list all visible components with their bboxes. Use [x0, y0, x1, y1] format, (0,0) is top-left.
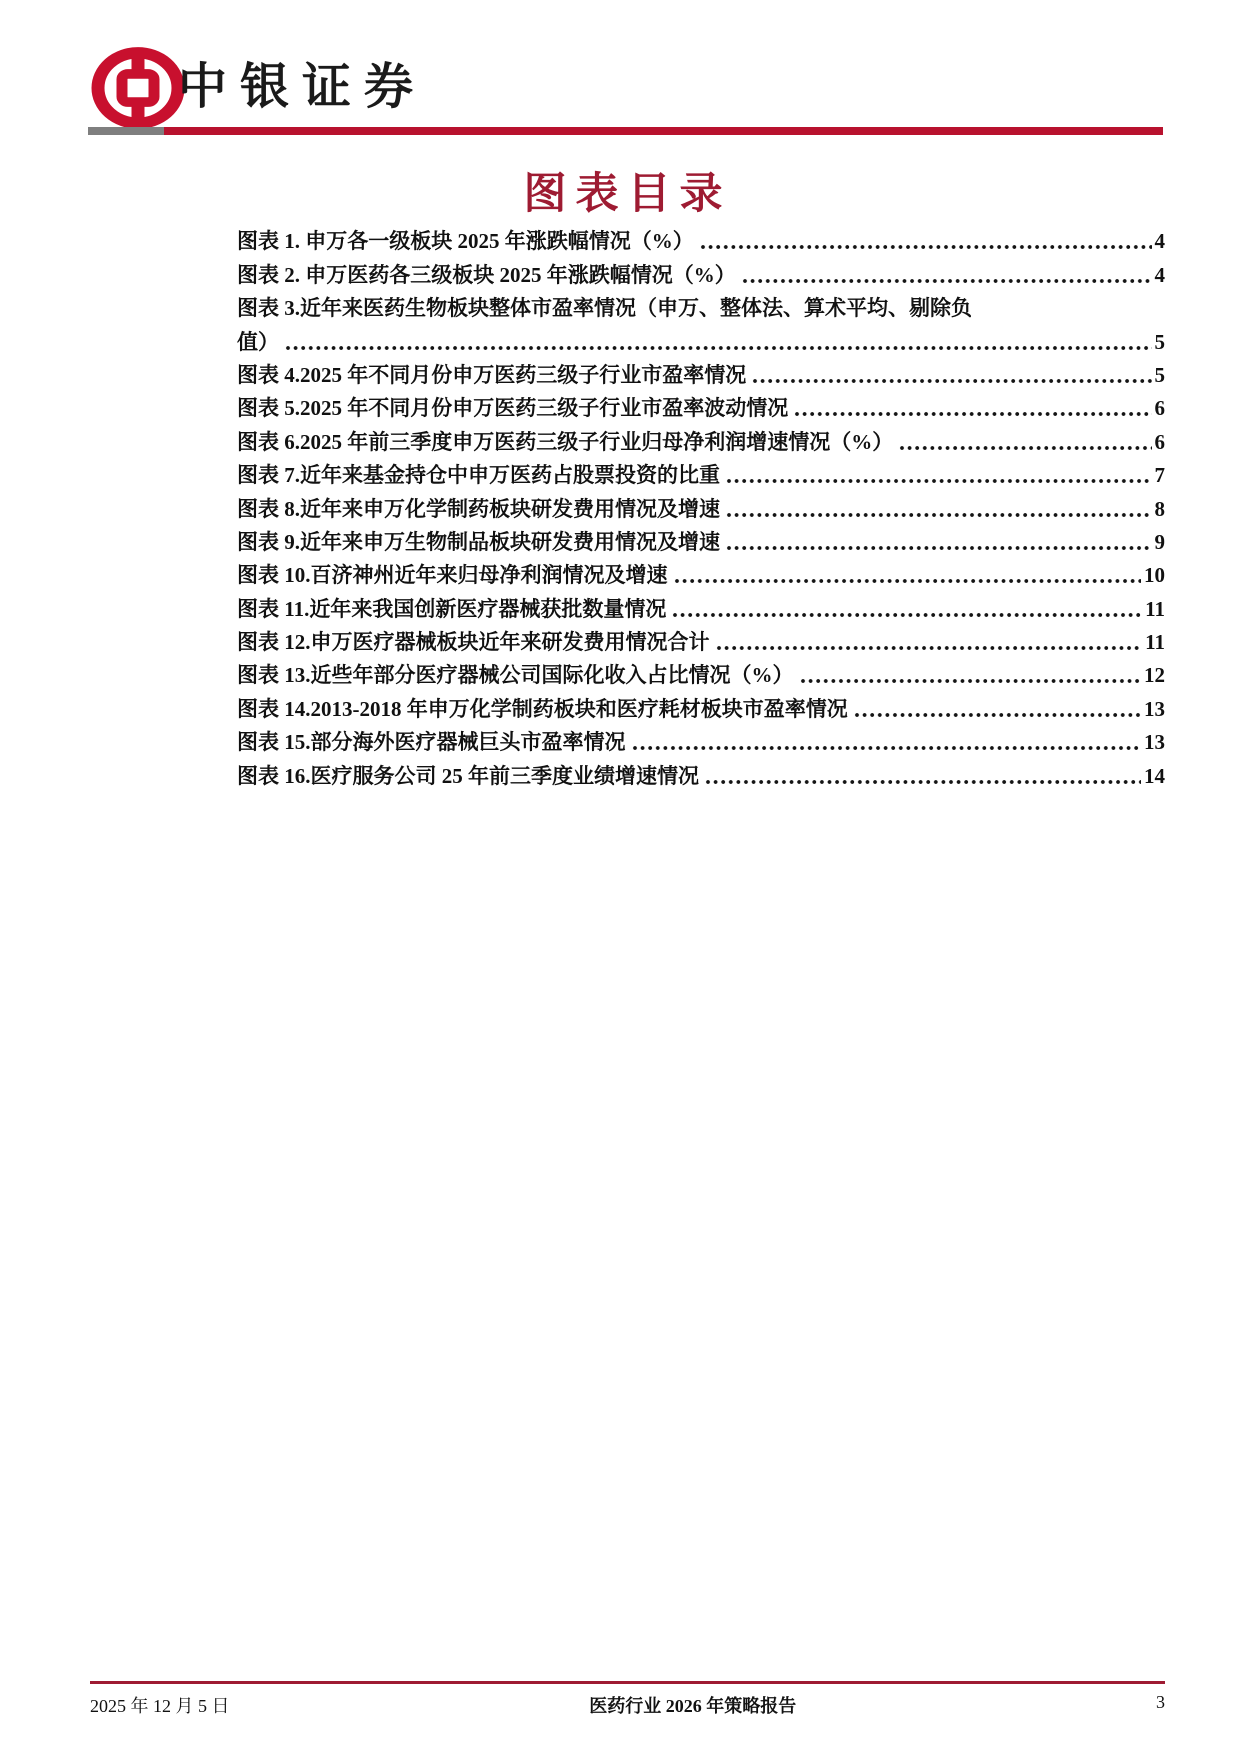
- toc-entry[interactable]: [237, 558, 1165, 591]
- toc-entry[interactable]: [237, 291, 1165, 324]
- toc-entry[interactable]: [237, 224, 1165, 257]
- toc-entry[interactable]: [237, 257, 1165, 290]
- toc-entry-page: 12: [1144, 663, 1165, 688]
- toc-entry-page: 5: [1154, 329, 1165, 354]
- dot-leader: [726, 544, 1152, 552]
- dot-leader: [285, 344, 1152, 352]
- dot-leader: [726, 511, 1152, 519]
- dot-leader: [632, 744, 1142, 752]
- toc-entry[interactable]: [237, 658, 1165, 691]
- toc-entry-page: 10: [1144, 563, 1165, 588]
- toc-entry-label: 图表 5.2025 年不同月份申万医药三级子行业市盈率波动情况: [237, 396, 789, 421]
- toc-entry-page: 8: [1154, 496, 1165, 521]
- toc-entry-page: 14: [1144, 763, 1165, 788]
- toc-entry[interactable]: [237, 391, 1165, 424]
- toc-entry-page: 4: [1154, 229, 1165, 254]
- toc-entry[interactable]: [237, 491, 1165, 524]
- toc-entry-page: 9: [1154, 529, 1165, 554]
- toc-entry[interactable]: [237, 358, 1165, 391]
- footer-divider: [90, 1681, 1165, 1684]
- toc-entry[interactable]: [237, 758, 1165, 791]
- footer-page-number: 3: [1156, 1692, 1165, 1712]
- toc-entry[interactable]: [237, 458, 1165, 491]
- dot-leader: [978, 310, 1162, 318]
- header-divider: [88, 127, 1163, 135]
- dot-leader: [742, 277, 1152, 285]
- dot-leader: [794, 410, 1151, 418]
- toc-entry-label: 图表 12.申万医疗器械板块近年来研发费用情况合计: [237, 630, 710, 655]
- toc-entry[interactable]: [237, 725, 1165, 758]
- toc-entry-label: 图表 15.部分海外医疗器械巨头市盈率情况: [237, 730, 626, 755]
- toc-entry-label: 图表 7.近年来基金持仓中申万医药占股票投资的比重: [237, 463, 720, 488]
- dot-leader: [800, 677, 1142, 685]
- dot-leader: [700, 243, 1152, 251]
- toc-entry-page: 11: [1145, 630, 1165, 655]
- toc-entry[interactable]: [237, 591, 1165, 624]
- toc-entry-page: 6: [1154, 396, 1165, 421]
- toc-entry-page: 11: [1145, 596, 1165, 621]
- toc-entry[interactable]: [237, 424, 1165, 457]
- toc-entry-label: 图表 11.近年来我国创新医疗器械获批数量情况: [237, 596, 667, 621]
- toc-entry-label: 图表 6.2025 年前三季度申万医药三级子行业归母净利润增速情况（%）: [237, 429, 894, 454]
- page-title: 图表目录: [523, 171, 732, 218]
- toc-entry-label: 图表 9.近年来申万生物制品板块研发费用情况及增速: [237, 529, 720, 554]
- toc-entry-page: 7: [1154, 463, 1165, 488]
- toc-entry-label: 图表 16.医疗服务公司 25 年前三季度业绩增速情况: [237, 763, 699, 788]
- toc-entry-label: 图表 1. 申万各一级板块 2025 年涨跌幅情况（%）: [237, 229, 694, 254]
- toc-entry[interactable]: [237, 324, 1165, 357]
- toc-entry-label: 图表 13.近些年部分医疗器械公司国际化收入占比情况（%）: [237, 663, 794, 688]
- toc-entry-label: 图表 3.近年来医药生物板块整体市盈率情况（申万、整体法、算术平均、剔除负: [237, 296, 972, 321]
- toc-entry-label: 值）: [237, 329, 279, 354]
- toc-entry-page: 4: [1154, 262, 1165, 287]
- bank-of-china-logo-icon: [88, 44, 188, 132]
- toc-entry-page: 6: [1154, 429, 1165, 454]
- toc-entry-label: 图表 2. 申万医药各三级板块 2025 年涨跌幅情况（%）: [237, 262, 736, 287]
- dot-leader: [854, 711, 1141, 719]
- toc-entry-page: 13: [1144, 696, 1165, 721]
- footer-report-title: 医药行业 2026 年策略报告: [589, 1696, 797, 1716]
- toc-entry-label: 图表 14.2013-2018 年申万化学制药板块和医疗耗材板块市盈率情况: [237, 696, 848, 721]
- footer-date: 2025 年 12 月 5 日: [90, 1696, 230, 1716]
- dot-leader: [752, 377, 1151, 385]
- figure-toc: [237, 224, 1165, 792]
- toc-entry[interactable]: [237, 525, 1165, 558]
- toc-entry[interactable]: [237, 691, 1165, 724]
- toc-entry-label: 图表 8.近年来申万化学制药板块研发费用情况及增速: [237, 496, 720, 521]
- toc-entry-page: 5: [1154, 362, 1165, 387]
- dot-leader: [672, 611, 1142, 619]
- header-divider-gray-segment: [88, 127, 164, 135]
- dot-leader: [899, 444, 1151, 452]
- dot-leader: [716, 644, 1143, 652]
- toc-entry-label: 图表 10.百济神州近年来归母净利润情况及增速: [237, 563, 668, 588]
- brand-name: 中银证券: [178, 59, 427, 114]
- dot-leader: [705, 778, 1141, 786]
- header-divider-red-segment: [164, 127, 1163, 135]
- toc-entry-page: 13: [1144, 730, 1165, 755]
- toc-entry[interactable]: [237, 625, 1165, 658]
- dot-leader: [726, 477, 1152, 485]
- page-footer: [90, 1692, 1165, 1718]
- dot-leader: [674, 577, 1142, 585]
- toc-entry-label: 图表 4.2025 年不同月份申万医药三级子行业市盈率情况: [237, 362, 747, 387]
